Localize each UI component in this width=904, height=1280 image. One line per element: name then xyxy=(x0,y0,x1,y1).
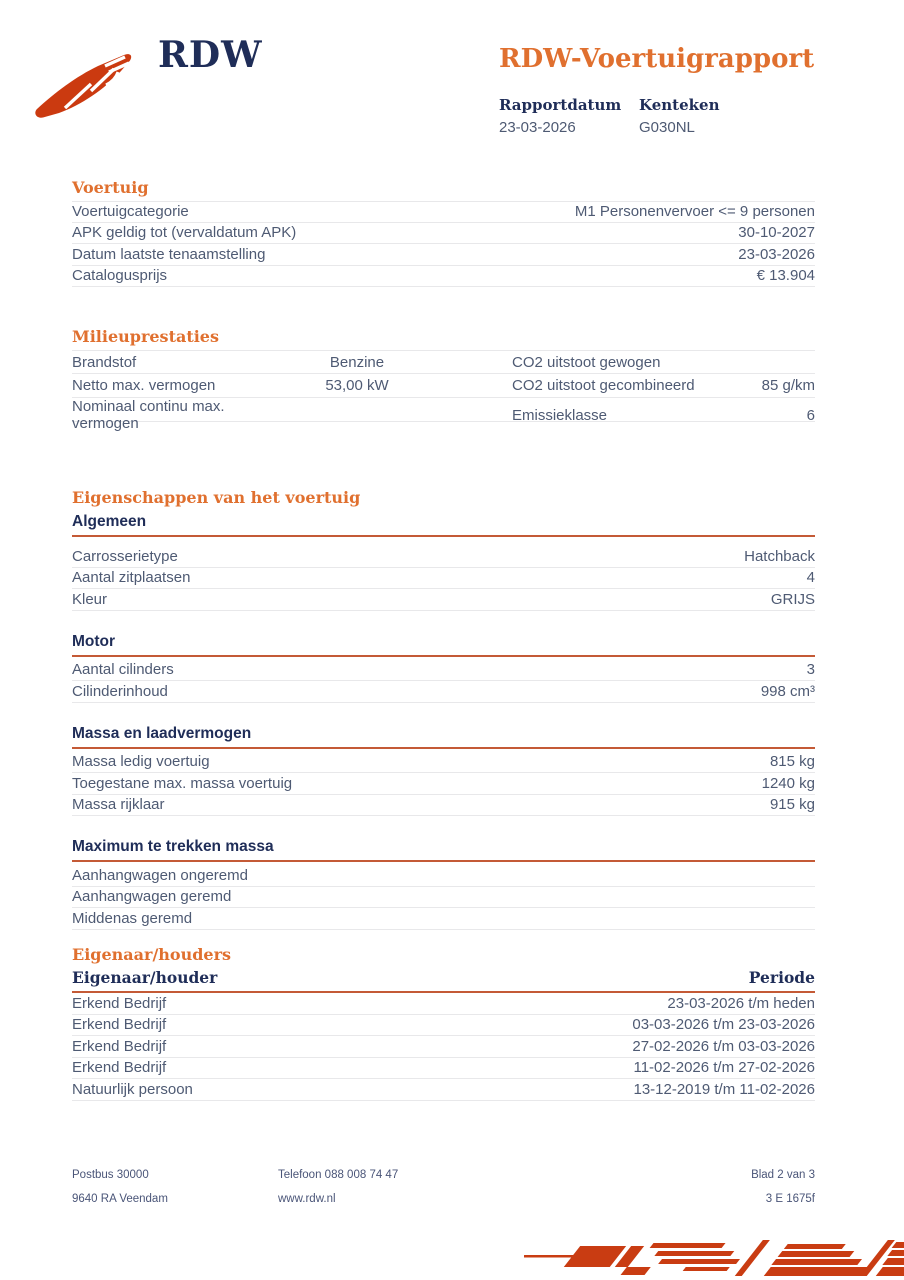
owner-name: Erkend Bedrijf xyxy=(72,1037,167,1055)
row-label: Toegestane max. massa voertuig xyxy=(72,774,293,792)
license-plate-label: Kenteken xyxy=(639,96,720,114)
owner-period: 23-03-2026 t/m heden xyxy=(667,994,815,1012)
table-row xyxy=(72,374,815,398)
column-header-owner: Eigenaar/houder xyxy=(72,968,218,987)
table-row xyxy=(72,201,815,223)
table-row xyxy=(72,908,815,930)
report-date-value: 23-03-2026 xyxy=(499,119,576,136)
footer-contact xyxy=(278,1168,398,1216)
table-row xyxy=(72,568,815,590)
rdw-wordmark: RDW xyxy=(158,34,263,76)
footer-phone: Telefoon 088 008 74 47 xyxy=(278,1169,399,1181)
row-label: Datum laatste tenaamstelling xyxy=(72,245,266,263)
subsection-title: Motor xyxy=(72,632,815,657)
table-row xyxy=(72,398,815,432)
table-row xyxy=(72,244,815,266)
license-plate-value: G030NL xyxy=(639,119,695,136)
row-value: 85 g/km xyxy=(761,377,815,394)
subsection-algemeen xyxy=(72,512,815,611)
section-heading: Eigenaar/houders xyxy=(72,945,232,964)
subsection-title: Maximum te trekken massa xyxy=(72,837,815,862)
row-label: Middenas geremd xyxy=(72,909,193,927)
footer-address-line2: 9640 RA Veendam xyxy=(72,1193,168,1205)
owner-period: 03-03-2026 t/m 23-03-2026 xyxy=(632,1016,815,1034)
footer-doc-code: 3 E 1675f xyxy=(765,1193,815,1205)
table-row xyxy=(72,752,815,774)
owner-name: Erkend Bedrijf xyxy=(72,994,167,1012)
footer-address xyxy=(72,1168,278,1216)
footer-address-line1: Postbus 30000 xyxy=(72,1169,149,1181)
report-date-label: Rapportdatum xyxy=(499,96,622,114)
section-voertuig xyxy=(72,178,815,287)
section-heading: Voertuig xyxy=(72,178,149,197)
page-footer xyxy=(72,1168,815,1216)
subsection-trekken xyxy=(72,837,815,930)
table-row xyxy=(72,993,815,1015)
table-row xyxy=(72,660,815,682)
row-value: 4 xyxy=(806,569,815,587)
table-row xyxy=(72,223,815,245)
owner-name: Natuurlijk persoon xyxy=(72,1080,193,1098)
report-meta xyxy=(499,96,719,136)
table-row xyxy=(72,887,815,909)
table-row xyxy=(72,589,815,611)
row-label: Aantal cilinders xyxy=(72,661,174,679)
subsection-title: Algemeen xyxy=(72,512,815,537)
row-label: Emissieklasse xyxy=(512,406,608,424)
row-label: Voertuigcategorie xyxy=(72,203,189,221)
owner-period: 11-02-2026 t/m 27-02-2026 xyxy=(633,1059,815,1077)
row-label: Carrosserietype xyxy=(72,547,178,565)
row-label: APK geldig tot (vervaldatum APK) xyxy=(72,224,297,242)
row-label: Kleur xyxy=(72,590,108,608)
row-label: Brandstof xyxy=(72,353,137,371)
subsection-massa xyxy=(72,724,815,817)
row-value: 3 xyxy=(806,661,815,679)
row-label: Massa rijklaar xyxy=(72,796,165,814)
rdw-feather-icon xyxy=(34,48,146,124)
table-row xyxy=(72,1079,815,1101)
speed-stripes-graphic xyxy=(524,1236,904,1280)
row-value: 30-10-2027 xyxy=(738,224,815,242)
row-label: Massa ledig voertuig xyxy=(72,753,210,771)
row-value: 6 xyxy=(806,406,815,424)
subsection-title: Massa en laadvermogen xyxy=(72,724,815,749)
section-milieuprestaties xyxy=(72,327,815,432)
report-date xyxy=(499,96,639,136)
row-value: 815 kg xyxy=(769,753,815,771)
table-row xyxy=(72,1036,815,1058)
owner-period: 13-12-2019 t/m 11-02-2026 xyxy=(633,1080,815,1098)
section-heading: Milieuprestaties xyxy=(72,327,219,346)
footer-page-number: Blad 2 van 3 xyxy=(751,1169,815,1181)
page-title: RDW-Voertuigrapport xyxy=(499,44,815,74)
row-value: 23-03-2026 xyxy=(738,245,815,263)
row-label: Netto max. vermogen xyxy=(72,377,216,394)
footer-website: www.rdw.nl xyxy=(278,1193,336,1205)
table-row xyxy=(72,546,815,568)
row-value: GRIJS xyxy=(770,590,815,608)
subsection-motor xyxy=(72,632,815,703)
row-label: Aanhangwagen ongeremd xyxy=(72,866,248,884)
section-heading: Eigenschappen van het voertuig xyxy=(72,488,361,507)
table-row xyxy=(72,865,815,887)
table-row xyxy=(72,773,815,795)
table-row xyxy=(72,266,815,288)
row-label: Cilinderinhoud xyxy=(72,682,168,700)
row-value: 915 kg xyxy=(769,796,815,814)
section-eigenaar xyxy=(72,945,815,1101)
table-row xyxy=(72,350,815,374)
footer-pageinfo xyxy=(398,1168,815,1216)
column-header-period: Periode xyxy=(748,968,815,987)
row-value: 53,00 kW xyxy=(325,377,389,394)
row-label: CO2 uitstoot gewogen xyxy=(512,353,661,371)
owner-name: Erkend Bedrijf xyxy=(72,1059,167,1077)
table-row xyxy=(72,1058,815,1080)
table-row xyxy=(72,1015,815,1037)
owner-name: Erkend Bedrijf xyxy=(72,1016,167,1034)
row-label: Aanhangwagen geremd xyxy=(72,888,232,906)
row-label: Catalogusprijs xyxy=(72,267,168,285)
row-value: € 13.904 xyxy=(756,267,815,285)
section-eigenschappen xyxy=(72,488,815,930)
license-plate xyxy=(639,96,719,136)
row-value: M1 Personenvervoer <= 9 personen xyxy=(574,203,815,221)
row-value: Benzine xyxy=(329,353,385,371)
row-value: Hatchback xyxy=(744,547,815,565)
row-label: CO2 uitstoot gecombineerd xyxy=(512,377,695,394)
owners-table-header xyxy=(72,968,815,993)
table-row xyxy=(72,681,815,703)
row-label: Aantal zitplaatsen xyxy=(72,569,191,587)
row-label: Nominaal continu max. vermogen xyxy=(72,398,225,432)
row-value: 998 cm³ xyxy=(760,682,815,700)
table-row xyxy=(72,795,815,817)
row-value: 1240 kg xyxy=(761,774,815,792)
owner-period: 27-02-2026 t/m 03-03-2026 xyxy=(632,1037,815,1055)
